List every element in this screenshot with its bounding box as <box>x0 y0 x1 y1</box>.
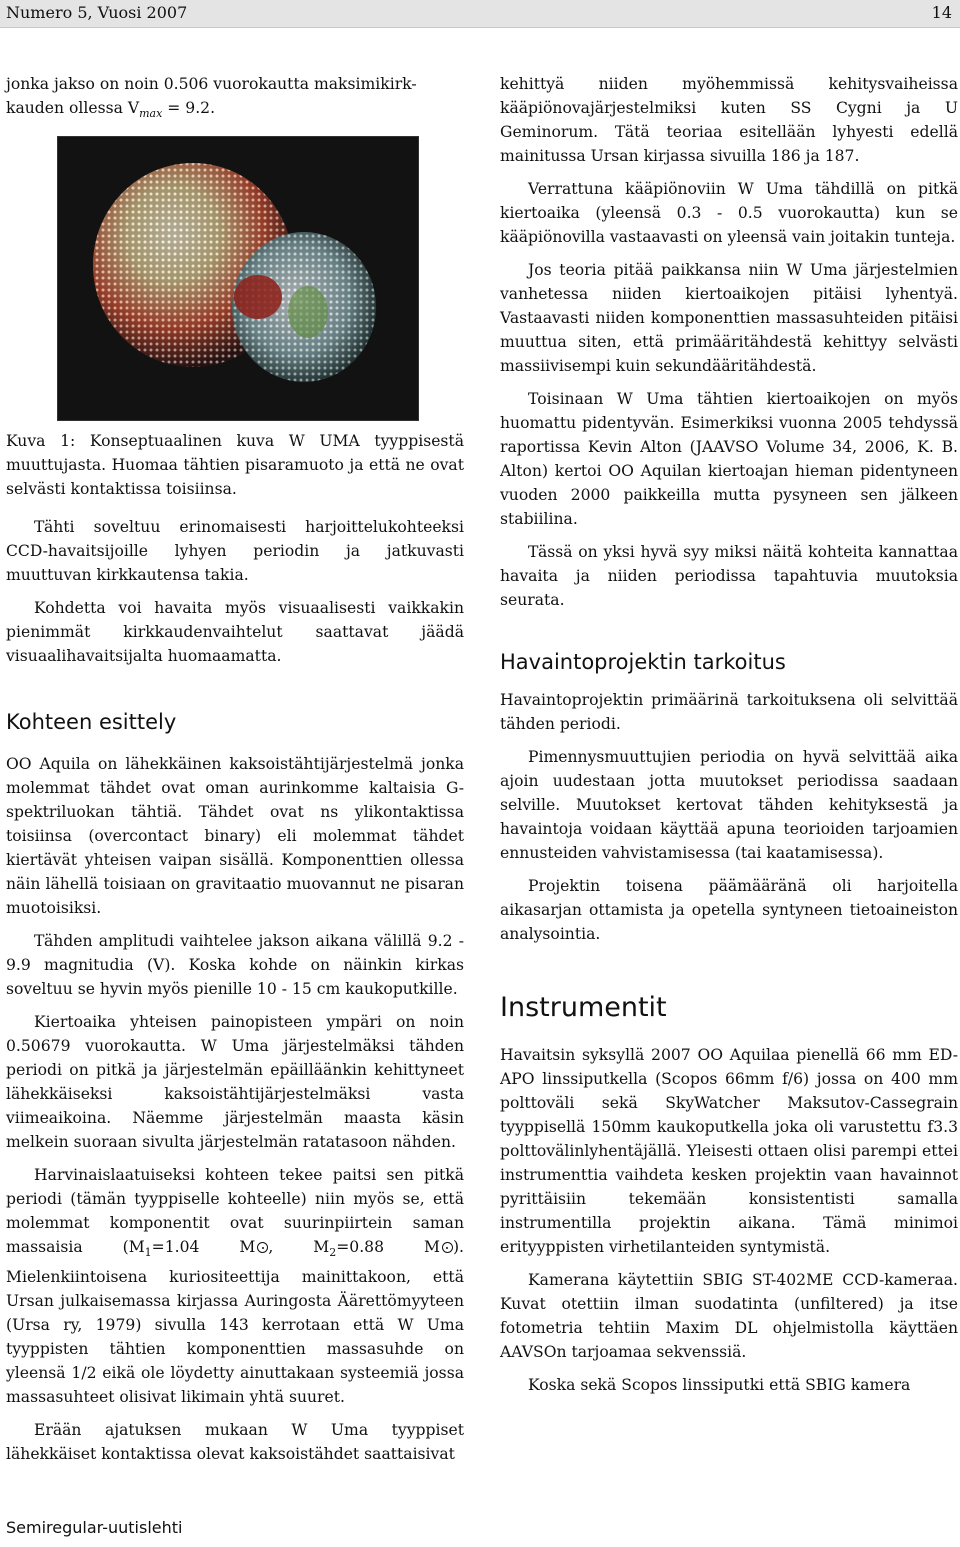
subscript: 2 <box>329 1246 337 1260</box>
page-number: 14 <box>931 3 952 22</box>
left-column <box>6 72 464 1475</box>
subscript: 1 <box>144 1246 152 1260</box>
issue-label: Numero 5, Vuosi 2007 <box>6 3 188 22</box>
page-footer: Semiregular-uutislehti <box>6 1518 183 1537</box>
paragraph: Toisinaan W Uma tähtien kiertoaikojen on myös huomattu pidentyvän. Esimerkiksi vuonna 2005 tehdyssä raportissa Kevin Alton (JAAVSO Volume 34, 2006, K. B. Alton) kertoi OO Aquilan kiertoajan hieman pidentyneen vuoden 2000 paikkeilla mutta pysyneen sen jälkeen stabiilina. <box>500 390 958 528</box>
text-run: ). Mielenkiintoisena kuriositeettija mainittakoon, että Ursan julkaisemassa kirjassa Auringosta Äärettömyyteen (Ursa ry, 1979) sivulla 143 kerrotaan että W Uma tyyppisten tähtien komponenttien massasuhde on yleensä 1/2 eikä ole löydetty ainuttakaan systeemiä jossa massasuhteet olisivat likimain yhtä suuret. <box>6 1238 464 1407</box>
text-run: =1.04 M <box>151 1238 256 1257</box>
intro-line: jonka jakso on noin 0.506 vuorokautta maksimikirk- <box>6 75 417 93</box>
paragraph: Jos teoria pitää paikkansa niin W Uma järjestelmien vanhetessa niiden kiertoaikojen pitäisi lyhentyä. Vastaavasti niiden komponenttien massasuhteiden pitäisi muuttua siten, että primääritähdestä kehittyy selvästi massiivisempi kuin sekundääritähdestä. <box>500 261 958 375</box>
paragraph: Kohdetta voi havaita myös visuaalisesti vaikkakin pienimmät kirkkaudenvaihtelut saattavat jäädä visuaalihavaitsijalta huomaamatta. <box>6 599 464 666</box>
section-heading: Instrumentit <box>500 992 667 1023</box>
paragraph: OO Aquila on lähekkäinen kaksoistähtijärjestelmä jonka molemmat tähdet ovat oman aurinkomme kaltaisia G-spektriluokan tähtiä. Tähdet ovat ns ylikontaktissa toisiinsa (overcontact binary) eli molemmat tähdet kiertävät yhteisen vaipan sisällä. Komponenttien ollessa näin lähellä toisiaan on gravitaatio muovannut ne pisaran muotoisiksi. <box>6 755 464 918</box>
intro-paragraph <box>6 72 464 126</box>
paragraph: Koska sekä Scopos linssiputki että SBIG kamera <box>528 1376 911 1394</box>
section-heading: Kohteen esittely <box>6 710 177 735</box>
paragraph: Kamerana käytettiin SBIG ST-402ME CCD-kameraa. Kuvat otettiin ilman suodatinta (unfiltered) ja itse fotometria tehtiin Maxim DL ohjelmistolla käyttäen AAVSOn tarjoamaa sekvenssiä. <box>500 1271 958 1361</box>
paragraph: Havaintoprojektin primäärinä tarkoituksena oli selvittää tähden periodi. <box>500 691 958 733</box>
subscript-max: max <box>139 107 163 121</box>
page-header <box>0 0 960 28</box>
contact-binary-illustration <box>58 137 418 420</box>
paragraph: Tähden amplitudi vaihtelee jakson aikana välillä 9.2 - 9.9 magnitudia (V). Koska kohde on näinkin kirkas soveltuu se hyvin myös pienille 10 - 15 cm kaukoputkille. <box>6 932 464 999</box>
paragraph: Pimennysmuuttujien periodia on hyvä selvittää aika ajoin uudestaan jotta muutokset periodissa saadaan selville. Muutokset kertovat tähden kehityksestä ja havaintoja voidaan käyttää apuna teorioiden tarjoamien ennusteiden vahvistamisessa (tai kaatamisessa). <box>500 748 958 862</box>
paragraph: Tässä on yksi hyvä syy miksi näitä kohteita kannattaa havaita ja niiden periodissa tapahtuvia muutoksia seurata. <box>500 543 958 609</box>
section-heading: Havaintoprojektin tarkoitus <box>500 650 786 674</box>
paragraph: Havaitsin syksyllä 2007 OO Aquilaa pienellä 66 mm ED-APO linssiputkella (Scopos 66mm f/6) jossa on 400 mm polttoväli sekä SkyWatcher Maksutov-Cassegrain tyyppisellä 150mm kaukoputkella joka oli varustettu f3.3 polttovälinlyhentäjällä. Yleisesti ottaen olisi parempi ettei instrumenttia vaihdeta kesken projektin vaan havainnot pyrittäisiin tekemään konsistentisti samalla instrumentilla projektin aikana. Tämä minimoi erityyppisten virhetilanteiden syntymistä. <box>500 1046 958 1256</box>
contact-binary-figure <box>57 136 419 421</box>
paragraph: kehittyä niiden myöhemmissä kehitysvaiheissa kääpiönovajärjestelmiksi kuten SS Cygni ja U Geminorum. Tätä teoriaa esitellään lyhyesti edellä mainitussa Ursan kirjassa sivuilla 186 ja 187. <box>500 75 958 165</box>
solar-mass-symbol-icon <box>257 1242 268 1253</box>
text-run: , M <box>268 1238 330 1257</box>
paragraph: Kiertoaika yhteisen painopisteen ympäri on noin 0.50679 vuorokautta. W Uma järjestelmäksi tähden periodi on pitkä ja järjestelmän epäilläänkin kehittyneet lähekkäiseksi kaksoistähtijärjestelmäksi vasta viimeaikoina. Näemme järjestelmän maasta käsin melkein suoraan sivulta järjestelmän ratatasoon nähden. <box>6 1013 464 1152</box>
intro-line: kauden ollessa V <box>6 99 140 117</box>
text-run: Harvinaislaatuiseksi kohteen tekee paitsi sen pitkä periodi (tämän tyyppiselle kohteelle) niin myös se, että molemmat komponentit ovat suurinpiirtein saman massaisia (M <box>6 1166 464 1257</box>
text-run: =0.88 M <box>336 1238 440 1257</box>
intro-line: = 9.2. <box>162 99 216 117</box>
paragraph: Verrattuna kääpiönoviin W Uma tähdillä on pitkä kiertoaika (yleensä 0.3 - 0.5 vuorokautta) kun se kääpiönovilla vastaavasti on yleensä vain joitakin tunteja. <box>500 180 958 246</box>
paragraph: Erään ajatuksen mukaan W Uma tyyppiset lähekkäiset kontaktissa olevat kaksoistähdet saattaisivat <box>6 1421 464 1464</box>
right-column <box>500 72 958 1406</box>
figure-caption: Kuva 1: Konseptuaalinen kuva W UMA tyyppisestä muuttujasta. Huomaa tähtien pisaramuoto ja että ne ovat selvästi kontaktissa toisiinsa. <box>6 432 464 499</box>
paragraph: Tähti soveltuu erinomaisesti harjoittelukohteeksi CCD-havaitsijoille lyhyen periodin ja jatkuvasti muuttuvan kirkkautensa takia. <box>6 518 464 585</box>
paragraph <box>6 1163 464 1409</box>
paragraph: Projektin toisena päämääränä oli harjoitella aikasarjan ottamista ja opetella syntyneen tietoaineiston analysointia. <box>500 877 958 943</box>
solar-mass-symbol-icon <box>442 1242 453 1253</box>
